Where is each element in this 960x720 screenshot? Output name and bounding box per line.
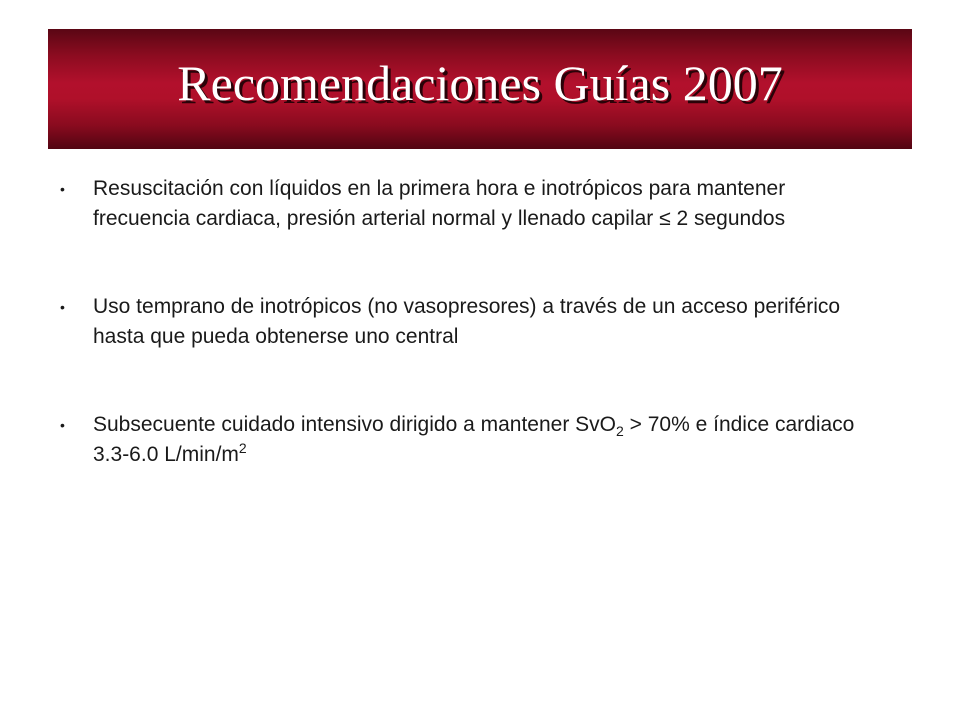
bullet-list [60,174,880,470]
bullet-text-1: Resuscitación con líquidos en la primera hora e inotrópicos para mantener frecuencia cardiaca, presión arterial normal y llenado capilar ≤ 2 segundos [93,177,786,230]
bullet-dot-icon: • [60,181,65,197]
subscript-2: 2 [616,423,624,440]
bullet-dot-icon: • [60,417,65,433]
bullet-text-3b: > 70% e índice cardiaco 3.3-6.0 L/min/m [93,413,855,466]
bullet-item-3 [60,410,880,470]
bullet-dot-icon: • [60,299,65,315]
title-banner [48,29,912,149]
slide-title: Recomendaciones Guías 2007 [177,55,783,111]
bullet-item-2 [60,292,880,352]
bullet-text-2: Uso temprano de inotrópicos (no vasopresores) a través de un acceso periférico hasta que pueda obtenerse uno central [93,295,841,348]
bullet-text-3a: Subsecuente cuidado intensivo dirigido a mantener SvO [93,413,616,436]
bullet-item-1 [60,174,880,234]
superscript-2: 2 [238,440,247,456]
